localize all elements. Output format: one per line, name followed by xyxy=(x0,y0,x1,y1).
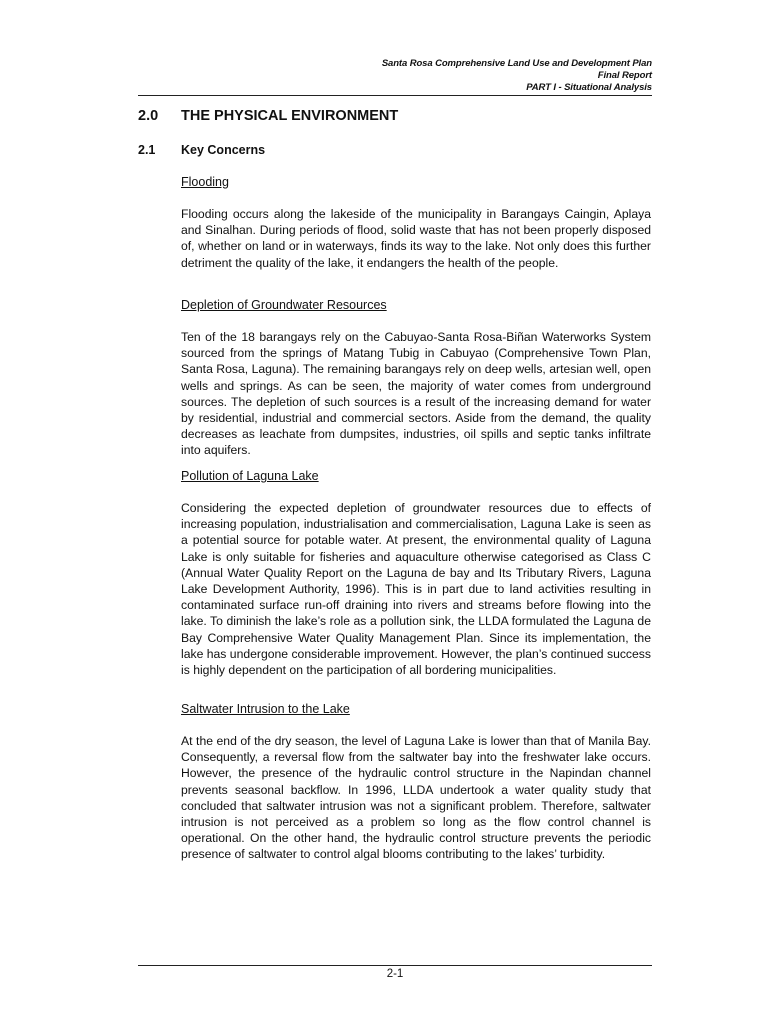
running-header xyxy=(382,58,652,94)
concern-body-groundwater: Ten of the 18 barangays rely on the Cabuyao-Santa Rosa-Biñan Waterworks System sourced from the springs of Matang Tubig in Cabuyao (Comprehensive Town Plan, Santa Rosa, Laguna). The remaining barangays rely on deep wells, artesian well, open wells and springs. As can be seen, the majority of water comes from underground sources. The depletion of such sources is a result of the increasing demand for water by residential, industrial and commercial sectors. Aside from the demand, the quality decreases as leachate from dumpsites, industries, oil spills and septic tanks infiltrate into aquifers. xyxy=(181,330,651,458)
header-report-type: Final Report xyxy=(597,70,652,81)
concern-heading-saltwater: Saltwater Intrusion to the Lake xyxy=(181,702,350,716)
concern-body-flooding: Flooding occurs along the lakeside of the municipality in Barangays Caingin, Aplaya and Sinalhan. During periods of flood, solid waste that has not been properly disposed of, whether on land or in waterways, finds its way to the lake. Not only does this further detriment the quality of the lake, it endangers the health of the people. xyxy=(181,207,651,270)
subsection-title: Key Concerns xyxy=(181,143,266,157)
header-divider xyxy=(138,95,652,96)
concern-heading-flooding: Flooding xyxy=(181,175,229,189)
section-title: THE PHYSICAL ENVIRONMENT xyxy=(181,108,399,124)
header-plan-title: Santa Rosa Comprehensive Land Use and Development Plan xyxy=(381,58,652,69)
concern-heading-pollution: Pollution of Laguna Lake xyxy=(181,469,319,483)
footer-divider xyxy=(138,965,652,966)
header-part: PART I - Situational Analysis xyxy=(526,82,652,93)
subsection-number: 2.1 xyxy=(138,143,156,157)
section-number: 2.0 xyxy=(138,108,159,124)
page-number: 2-1 xyxy=(386,968,404,980)
concern-body-pollution: Considering the expected depletion of groundwater resources due to effects of increasing population, industrialisation and commercialisation, Laguna Lake is seen as a potential source for potable water. At present, the environmental quality of Laguna Lake is only suitable for fisheries and aquaculture otherwise categorised as Class C (Annual Water Quality Report on the Laguna de bay and Its Tributary Rivers, Laguna Lake Development Authority, 1996). This is in part due to land activities resulting in contaminated surface run-off draining into rivers and streams before flowing into the lake. To diminish the lake’s role as a pollution sink, the LLDA formulated the Laguna de Bay Comprehensive Water Quality Management Plan. Since its implementation, the lake has undergone considerable improvement. However, the plan’s continued success is highly dependent on the participation of all bordering municipalities. xyxy=(181,501,651,678)
concern-body-saltwater: At the end of the dry season, the level of Laguna Lake is lower than that of Manila Bay. Consequently, a reversal flow from the saltwater bay into the freshwater lake occurs. However, the presence of the hydraulic control structure in the Napindan channel prevents seasonal backflow. In 1996, LLDA undertook a water quality study that concluded that saltwater intrusion was not a significant problem. Therefore, saltwater intrusion is not perceived as a problem so long as the flow control channel is operational. On the other hand, the hydraulic control structure prevents the periodic presence of saltwater to control algal blooms contributing to the lakes’ turbidity. xyxy=(181,734,651,862)
concern-heading-groundwater: Depletion of Groundwater Resources xyxy=(181,298,387,312)
